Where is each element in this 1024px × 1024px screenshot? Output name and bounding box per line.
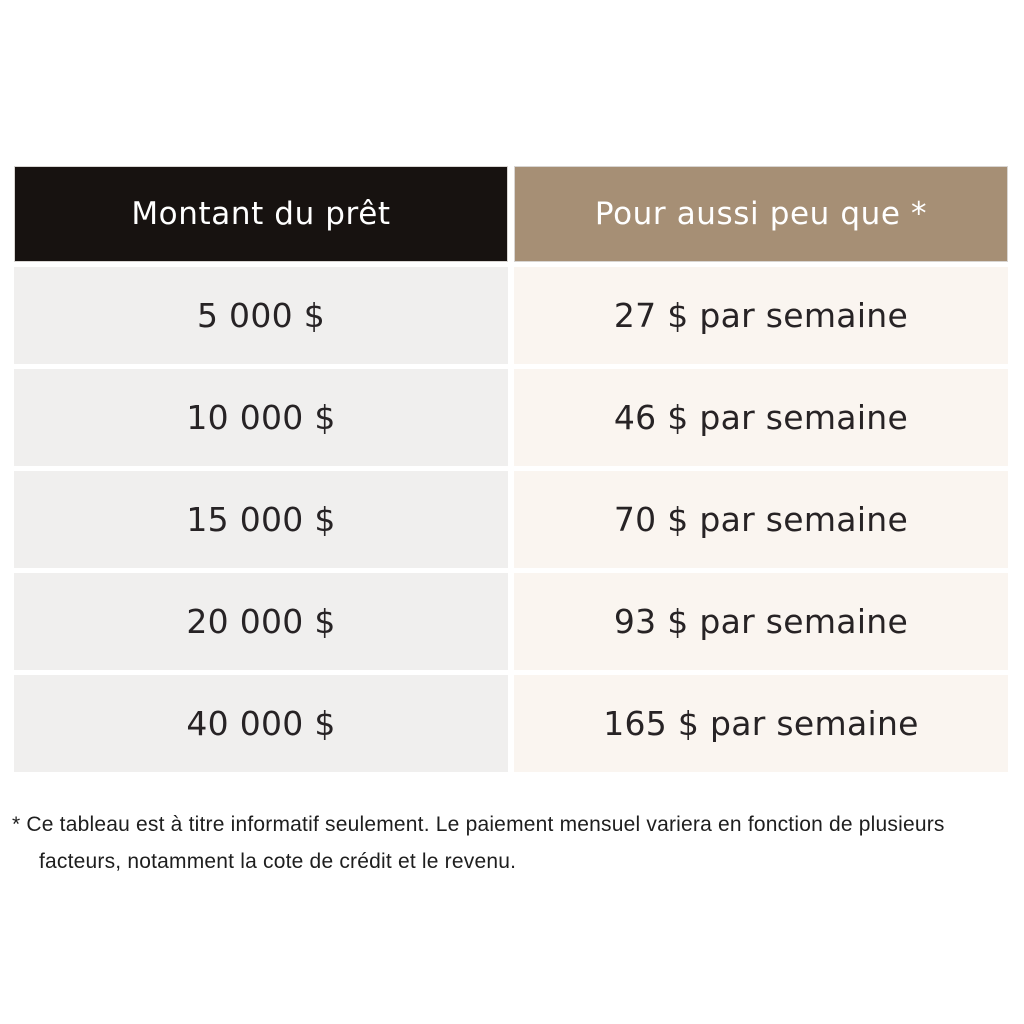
footnote-line-2: facteurs, notamment la cote de crédit et le revenu. xyxy=(39,850,517,873)
weekly-payment-cell: 70 $ par semaine xyxy=(514,471,1008,568)
column-header-weekly-payment: Pour aussi peu que * xyxy=(514,166,1008,262)
loan-amount-cell: 5 000 $ xyxy=(14,267,508,364)
loan-amount-cell: 20 000 $ xyxy=(14,573,508,670)
weekly-payment-cell: 93 $ par semaine xyxy=(514,573,1008,670)
weekly-payment-cell: 165 $ par semaine xyxy=(514,675,1008,772)
weekly-payment-cell: 46 $ par semaine xyxy=(514,369,1008,466)
table-footnote xyxy=(12,806,1016,880)
loan-amount-cell: 40 000 $ xyxy=(14,675,508,772)
loan-amount-cell: 10 000 $ xyxy=(14,369,508,466)
weekly-payment-cell: 27 $ par semaine xyxy=(514,267,1008,364)
footnote-line-1: * Ce tableau est à titre informatif seulement. Le paiement mensuel variera en fonction de plusieurs xyxy=(12,813,945,836)
loan-payment-table xyxy=(14,166,1008,772)
column-header-loan-amount: Montant du prêt xyxy=(14,166,508,262)
loan-amount-cell: 15 000 $ xyxy=(14,471,508,568)
